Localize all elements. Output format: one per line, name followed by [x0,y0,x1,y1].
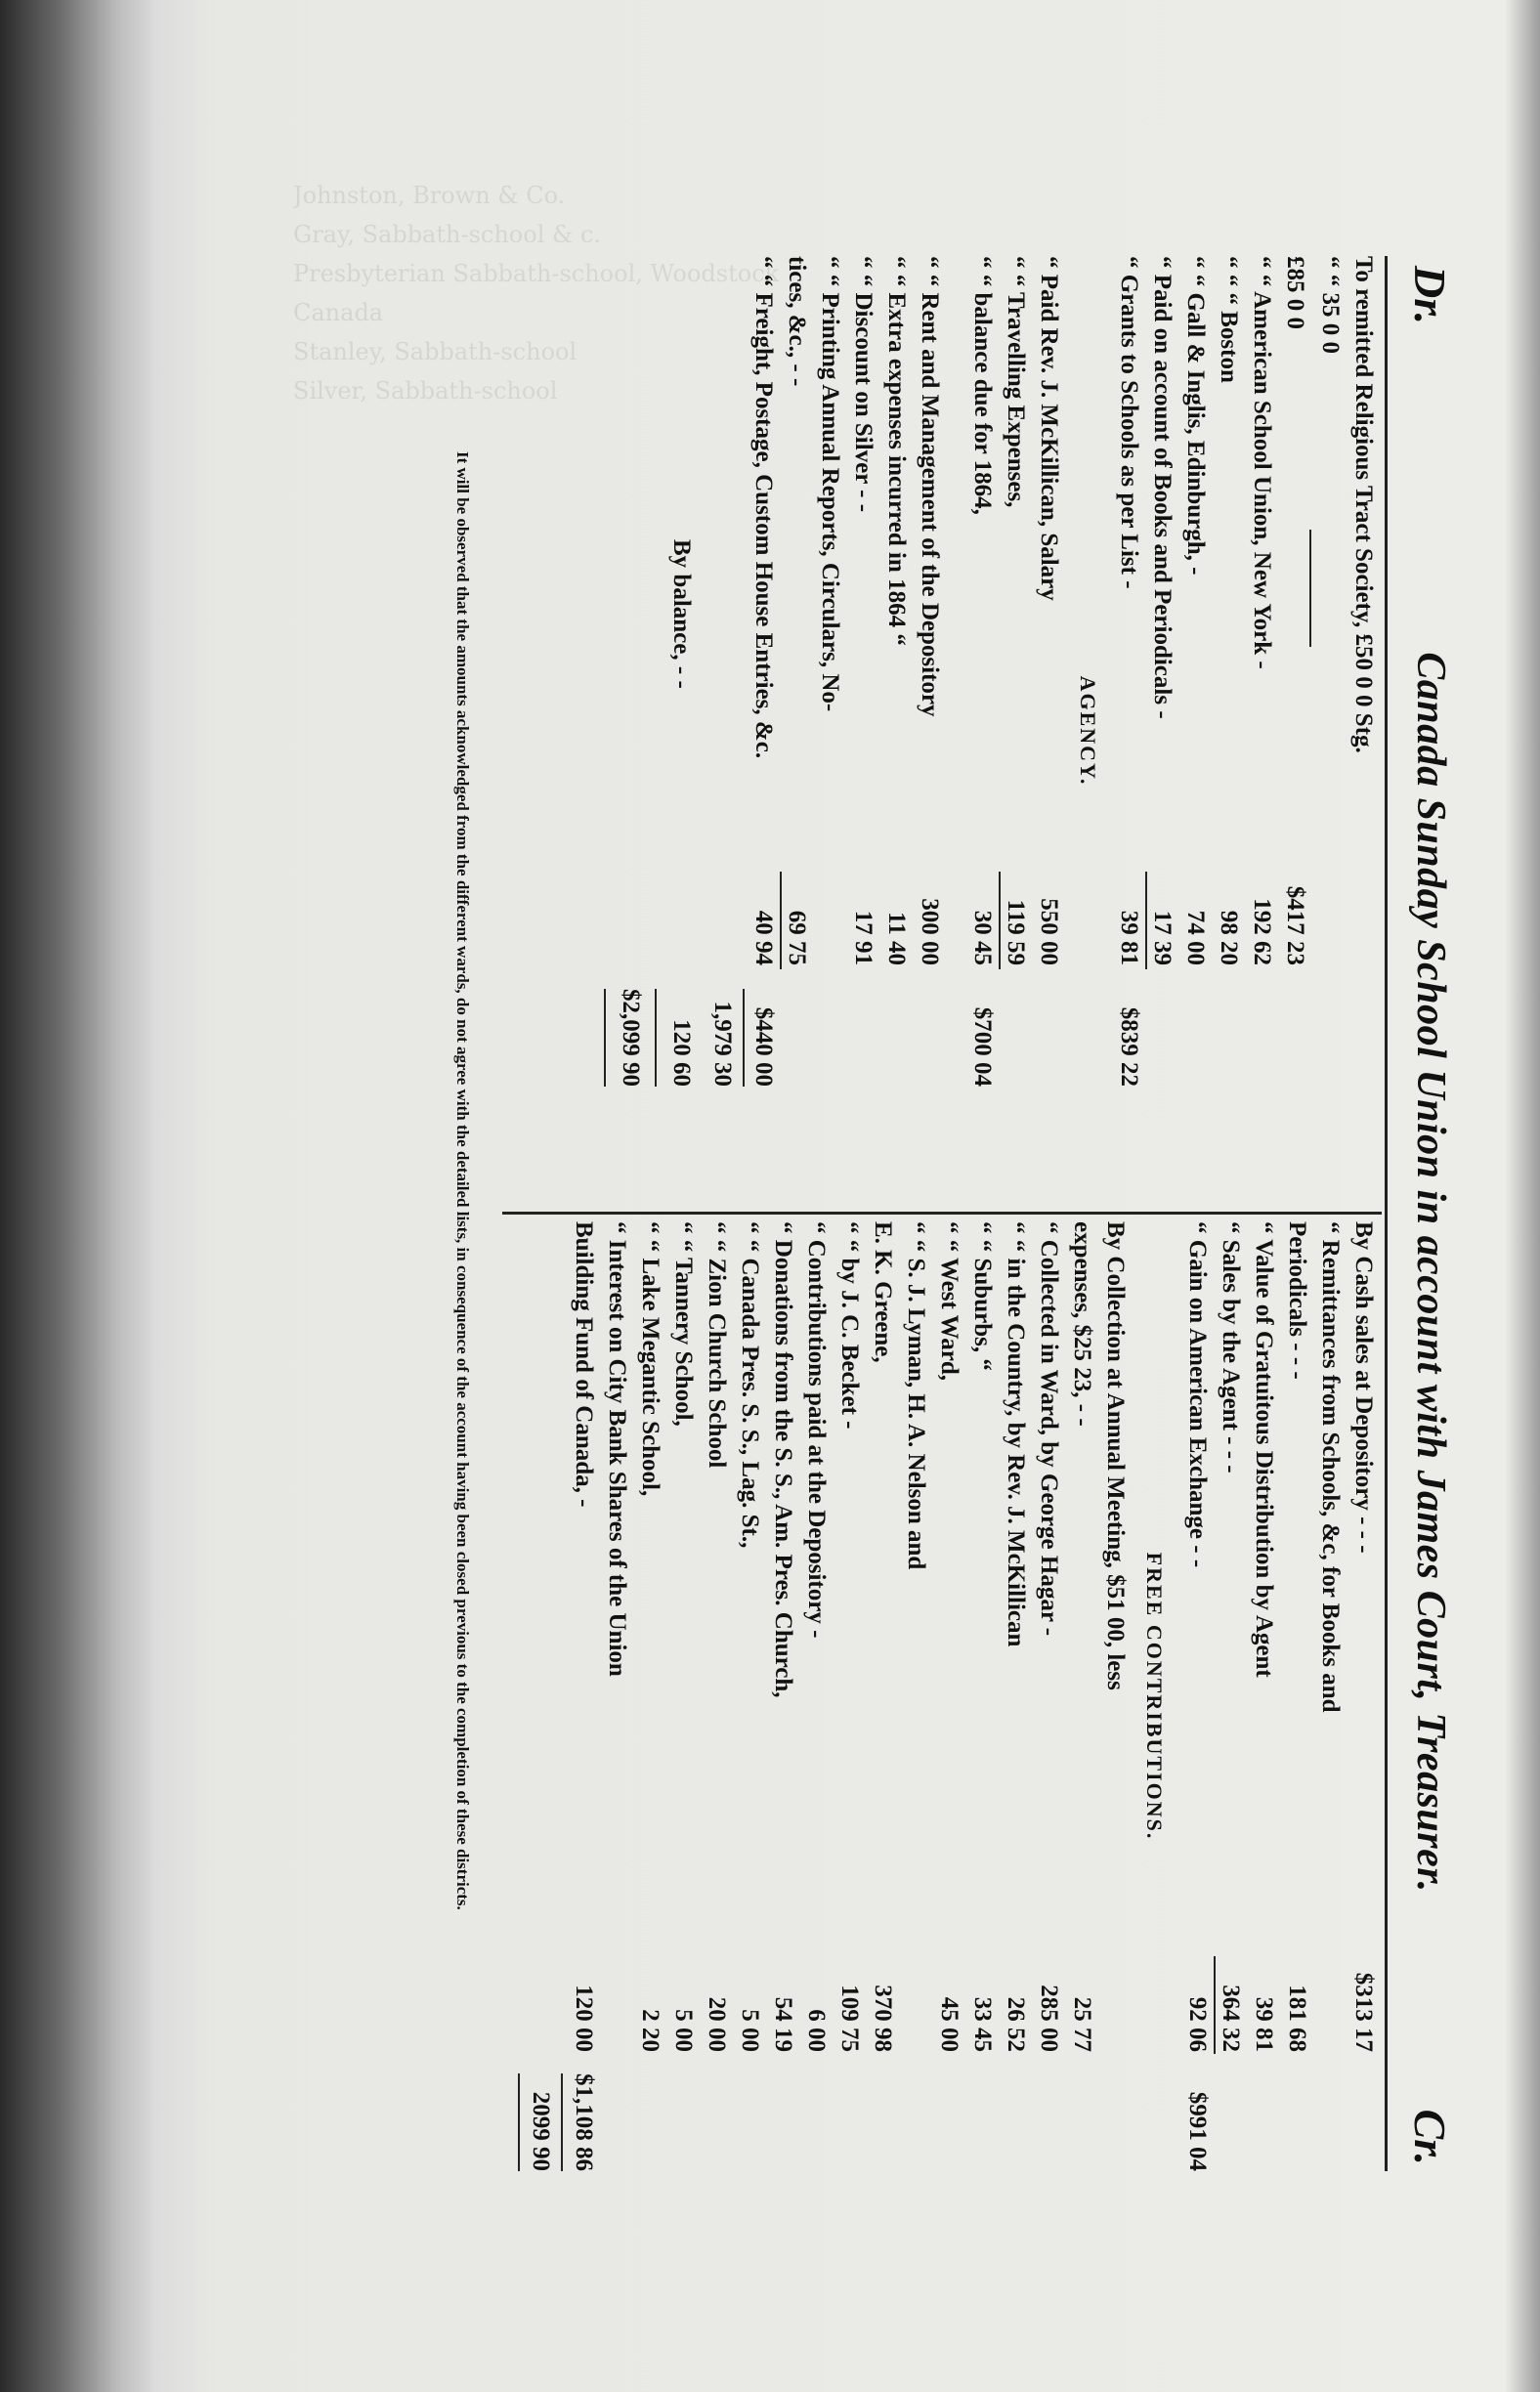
row-label: “ “ Freight, Postage, Custom House Entries, &c. [750,256,777,759]
credit-heading: Cr. [1405,2109,1455,2165]
credit-row [1280,1221,1313,2171]
row-subtotal: $700 04 [969,1006,996,1087]
row-label: “ Contributions paid at the Depository - [803,1221,830,1639]
row-amount: 39 81 [1116,910,1142,965]
debit-total: $2,099 90 [618,989,644,1087]
row-label: “ Gain on American Exchange - - [1184,1221,1211,1568]
agency-row [1032,256,1065,1206]
total-rule [518,2073,520,2171]
row-label: “ Remittances from Schools, &c, for Books and [1317,1221,1344,1713]
contribution-row [633,1221,666,2171]
row-label: “ Interest on City Bank Shares of the Union [604,1221,630,1677]
row-amount: 5 00 [737,2009,763,2052]
row-label: “ Paid Rev. J. McKillican, Salary [1036,256,1062,601]
account-sheet [309,256,1462,2171]
row-label: “ Value of Gratuitous Distribution by Agent [1251,1221,1277,1678]
debit-total-row [614,256,647,1206]
contribution-row [567,1221,600,2171]
contribution-row [700,1221,733,2171]
row-label: expenses, $25 23, - - [1069,1221,1095,1427]
row-amount: $313 17 [1350,1972,1377,2052]
row-label: By Collection at Annual Meeting, $51 00, less [1102,1221,1129,1690]
row-amount: 2 20 [637,2009,663,2052]
debit-row [1178,256,1212,1206]
contribution-row [1098,1221,1132,2171]
row-label: Periodicals - - - [1284,1221,1310,1380]
contribution-row [965,1221,999,2171]
row-subtotal: $440 00 [750,1006,777,1087]
expense-row [780,256,813,1206]
contribution-row [866,1221,899,2171]
row-amount: 98 20 [1216,910,1242,965]
debit-column [500,256,1380,1206]
contribution-row [1032,1221,1065,2171]
contribution-row [999,1221,1032,2171]
row-amount: 364 32 [1218,1985,1244,2052]
credit-total: 2099 90 [528,2091,554,2171]
credit-row [1214,1221,1247,2171]
contribution-row [666,1221,700,2171]
credit-row [1247,1221,1280,2171]
contribution-row [733,1221,766,2171]
row-amount: 119 59 [1003,899,1029,965]
row-label: “ “ American School Union, New York - [1249,256,1275,669]
debit-row [1145,256,1178,1206]
contribution-row [766,1221,799,2171]
balance-amount: 120 60 [668,1019,695,1087]
row-label: “ “ Lake Megantic School, [637,1221,663,1497]
row-amount: 33 45 [969,1996,996,2052]
sum-rule [655,989,657,1087]
row-label: To remitted Religious Tract Society, £50 0 0 Stg. [1350,256,1377,753]
credit-row [1347,1221,1380,2171]
row-label: E. K. Greene, [870,1221,896,1363]
credit-total-row [524,1221,557,2171]
expense-row [879,256,913,1206]
agency-row [999,256,1032,1206]
row-amount: 370 98 [870,1985,896,2052]
expense-row [913,256,946,1206]
row-amount: 17 39 [1149,910,1176,965]
balance-label: By balance, - - [668,539,695,689]
row-amount: 109 75 [836,1985,863,2052]
row-label: “ “ Canada Pres. S. S., Lag. St., [737,1221,763,1549]
debit-row [1112,256,1145,1206]
row-amount: 181 68 [1284,1985,1310,2052]
expense-row [747,256,780,1206]
debit-row [1313,256,1347,1206]
debit-row [1278,256,1311,1206]
row-amount: 300 00 [917,898,943,965]
row-label: Building Fund of Canada, - [571,1221,597,1508]
contribution-row [1065,1221,1098,2171]
row-amount: 92 06 [1184,1996,1211,2052]
row-subtotal: $839 22 [1116,1006,1142,1087]
contribution-row [932,1221,965,2171]
row-label: “ “ Travelling Expenses, [1003,256,1029,508]
row-amount: 25 77 [1069,1996,1095,2052]
row-amount: 120 00 [571,1985,597,2052]
row-label: “ Paid on account of Books and Periodicals - [1149,256,1176,719]
contribution-row [600,1221,633,2171]
row-label: “ Grants to Schools as per List - [1116,256,1142,589]
row-label: “ “ Printing Annual Reports, Circulars, No- [817,256,843,712]
row-amount: 45 00 [936,1996,962,2052]
row-amount: 6 00 [803,2009,830,2052]
row-label: “ “ in the Country, by Rev. J. McKillican [1003,1221,1029,1647]
sum-rule [743,989,745,1087]
debit-row [1347,256,1380,1206]
row-label: “ “ 35 0 0 [1317,256,1344,354]
expense-row [846,256,879,1206]
row-amount: 69 75 [784,910,810,965]
credit-row [1313,1221,1347,2171]
sum-rule [999,872,1001,969]
sum-rule [1214,1956,1216,2054]
row-amount: 30 45 [969,910,996,965]
row-label: “ Collected in Ward, by George Hagar - [1036,1221,1062,1637]
credit-row [1180,1221,1214,2171]
contribution-row [799,1221,833,2171]
row-label: “ “ Gall & Inglis, Edinburgh, - [1182,256,1209,576]
agency-heading: AGENCY. [1076,675,1100,787]
row-subtotal: $1,108 86 [571,2073,597,2171]
debit-row [1245,256,1278,1206]
row-amount: 550 00 [1036,898,1062,965]
row-label: “ “ balance due for 1864, [969,256,996,515]
row-subtotal: $991 04 [1184,2091,1211,2171]
row-label: tices, &c., - - [784,256,810,387]
balance-row [664,256,698,1206]
row-label: “ “ Rent and Management of the Depository [917,256,943,717]
row-amount: 192 62 [1249,898,1275,965]
sum-rule [1145,872,1147,969]
row-label: “ Sales by the Agent - - - [1218,1221,1244,1474]
row-amount: 20 00 [704,1996,730,2052]
debit-subtotal-row [706,256,739,1206]
sum-rule [561,2073,563,2171]
row-amount: 40 94 [750,910,777,965]
row-label: “ “ by J. C. Becket - [836,1221,863,1430]
row-label: “ “ Tannery School, [670,1221,697,1427]
row-label: “ “ “ Boston [1216,256,1242,383]
row-label: “ “ Discount on Silver - - [850,256,877,513]
sum-rule [780,872,782,969]
total-rule [604,989,606,1087]
row-amount: $417 23 [1282,885,1308,965]
row-label: “ Donations from the S. S., Am. Pres. Church, [770,1221,796,1698]
row-amount: 26 52 [1003,1996,1029,2052]
row-amount: 39 81 [1251,1996,1277,2052]
debit-row [1212,256,1245,1206]
row-label: “ “ Extra expenses incurred in 1864 “ [883,256,910,646]
row-label: “ “ Suburbs, “ [969,1221,996,1371]
debit-subtotal: 1,979 30 [709,1001,736,1087]
row-amount: 5 00 [670,2009,697,2052]
free-contributions-heading: FREE CONTRIBUTIONS. [1142,1552,1167,1841]
row-label: By Cash sales at Depository - - - [1350,1221,1377,1554]
footnote: It will be observed that the amounts acknowledged from the different wards, do not agree with the detailed lists, in consequence of the account having been closed previous to the completion of these districts. [453,451,472,1910]
contribution-row [899,1221,932,2171]
bleed-through-text: Johnston, Brown & Co. Gray, Sabbath-school & c. Presbyterian Sabbath-school, Woodstock Canada Stanley, Sabbath-school Silver, Sabbath-school [293,182,780,405]
row-label: £85 0 0 [1282,256,1308,329]
account-header [1385,256,1462,2171]
agency-row [965,256,999,1206]
expense-row [813,256,846,1206]
account-title: Canada Sunday School Union in account with James Court, Treasurer. [1408,652,1453,1893]
credit-column [500,1221,1380,2171]
row-amount: 54 19 [770,1996,796,2052]
contribution-row [833,1221,866,2171]
row-label: “ “ Zion Church School [704,1221,730,1469]
row-label: “ “ S. J. Lyman, H. A. Nelson and [903,1221,929,1570]
column-divider [502,1212,1382,1215]
debit-heading: Dr. [1405,266,1455,325]
row-label: “ “ West Ward, [936,1221,962,1381]
row-amount: 285 00 [1036,1985,1062,2052]
row-amount: 74 00 [1182,910,1209,965]
row-amount: 11 40 [883,912,910,965]
row-amount: 17 91 [850,910,877,965]
